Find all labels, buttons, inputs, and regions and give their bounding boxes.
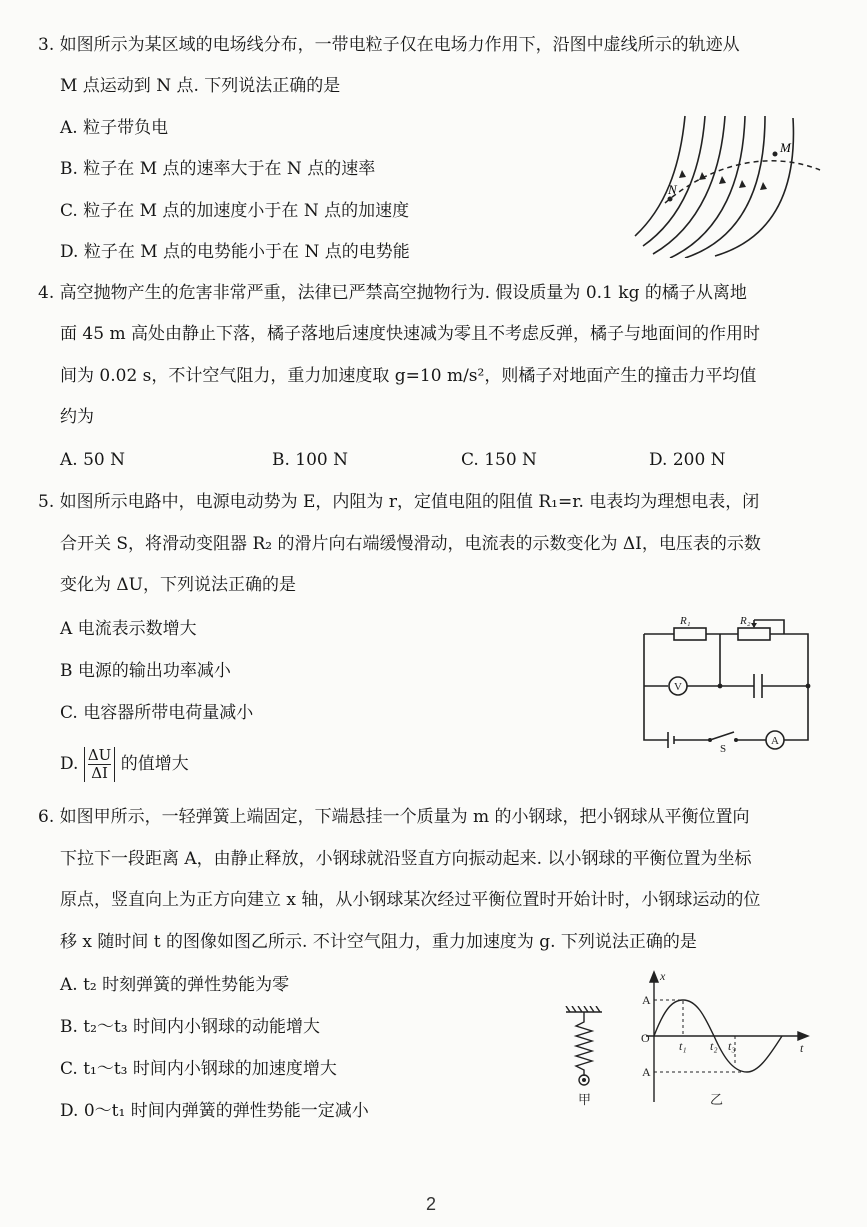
q6-option-c: C. t₁～t₃ 时间内小钢球的加速度增大: [60, 1059, 337, 1079]
q4-stem-line1: 4. 高空抛物产生的危害非常严重，法律已严禁高空抛物行为. 假设质量为 0.1 kg 的橘子从离地: [38, 283, 747, 303]
q6-spring-figure: [560, 1006, 610, 1112]
q6-stem-line3: 原点，竖直向上为正方向建立 x 轴，从小钢球某次经过平衡位置时开始计时，小钢球运动的位: [60, 890, 761, 910]
q6-label-jia: 甲: [578, 1093, 592, 1108]
page-number: 2: [426, 1194, 437, 1214]
q6-label-yi: 乙: [710, 1093, 724, 1108]
q6-option-d: D. 0～t₁ 时间内弹簧的弹性势能一定减小: [60, 1101, 369, 1121]
q5-option-a: A 电流表示数增大: [60, 619, 197, 639]
q3-field-lines-figure: [625, 108, 825, 258]
q5-option-d-numerator: ΔU: [87, 746, 112, 764]
q6-label-t3: t₃: [728, 1039, 736, 1053]
q6-label-amp-neg: A: [642, 1065, 651, 1079]
q6-stem-line1: 6. 如图甲所示，一轻弹簧上端固定，下端悬挂一个质量为 m 的小钢球，把小钢球从平衡位置向: [38, 807, 750, 827]
q6-label-amp-pos: A: [642, 993, 651, 1007]
q5-circuit-figure: [638, 612, 816, 752]
q3-option-c: C. 粒子在 M 点的加速度小于在 N 点的加速度: [60, 201, 410, 221]
q4-option-c: C. 150 N: [461, 450, 537, 470]
q4-option-a: A. 50 N: [60, 450, 125, 470]
q6-stem-line4: 移 x 随时间 t 的图像如图乙所示. 不计空气阻力，重力加速度为 g. 下列说法正确的是: [60, 932, 697, 952]
q6-stem-line2: 下拉下一段距离 A，由静止释放，小钢球就沿竖直方向振动起来. 以小钢球的平衡位置为坐标: [60, 849, 752, 869]
q5-option-d-denominator: ΔI: [91, 764, 108, 782]
q5-label-r2: R₂: [740, 615, 751, 627]
q5-stem-line1: 5. 如图所示电路中，电源电动势为 E，内阻为 r，定值电阻的阻值 R₁=r. 电表均为理想电表，闭: [38, 492, 760, 512]
q6-label-t1: t₁: [679, 1039, 687, 1053]
q5-option-d-suffix: 的值增大: [120, 754, 189, 774]
q4-stem-line3: 间为 0.02 s，不计空气阻力，重力加速度取 g=10 m/s²，则橘子对地面产生的撞击力平均值: [60, 366, 757, 386]
q5-label-switch: S: [720, 743, 727, 752]
q6-label-x-axis: x: [660, 970, 666, 983]
q6-option-b: B. t₂～t₃ 时间内小钢球的动能增大: [60, 1017, 320, 1037]
q6-label-t-axis: t: [800, 1041, 804, 1055]
q4-stem-line2: 面 45 m 高处由静止下落，橘子落地后速度快速减为零且不考虑反弹，橘子与地面间的作用时: [60, 324, 760, 344]
q5-label-voltmeter: V: [674, 681, 682, 693]
q5-option-d-fraction: [84, 747, 115, 782]
q5-label-ammeter: A: [771, 735, 779, 747]
q4-option-b: B. 100 N: [272, 450, 349, 470]
q5-option-d-prefix: D.: [60, 754, 79, 774]
q5-stem-line3: 变化为 ΔU，下列说法正确的是: [60, 575, 297, 595]
q5-option-b: B 电源的输出功率减小: [60, 661, 231, 681]
q4-stem-line4: 约为: [60, 407, 94, 427]
q5-option-d: [60, 746, 189, 782]
q3-stem-line1: 3. 如图所示为某区域的电场线分布，一带电粒子仅在电场力作用下，沿图中虚线所示的轨迹从: [38, 35, 740, 55]
q3-option-d: D. 粒子在 M 点的电势能小于在 N 点的电势能: [60, 242, 410, 262]
q5-stem-line2: 合开关 S，将滑动变阻器 R₂ 的滑片向右端缓慢滑动，电流表的示数变化为 ΔI，电压表的示数: [60, 534, 761, 554]
q6-option-a: A. t₂ 时刻弹簧的弹性势能为零: [60, 975, 290, 995]
q3-stem-line2: M 点运动到 N 点. 下列说法正确的是: [60, 76, 341, 96]
q3-option-a: A. 粒子带负电: [60, 118, 169, 138]
q3-option-b: B. 粒子在 M 点的速率大于在 N 点的速率: [60, 159, 376, 179]
q5-option-c: C. 电容器所带电荷量减小: [60, 703, 254, 723]
q4-option-d: D. 200 N: [649, 450, 726, 470]
q5-label-r1: R₁: [680, 615, 691, 627]
q6-label-t2: t₂: [710, 1039, 718, 1053]
q3-label-m: M: [780, 140, 791, 155]
q6-label-origin: O: [641, 1031, 650, 1045]
q3-label-n: N: [668, 182, 677, 197]
q6-xt-graph-figure: [632, 970, 812, 1112]
